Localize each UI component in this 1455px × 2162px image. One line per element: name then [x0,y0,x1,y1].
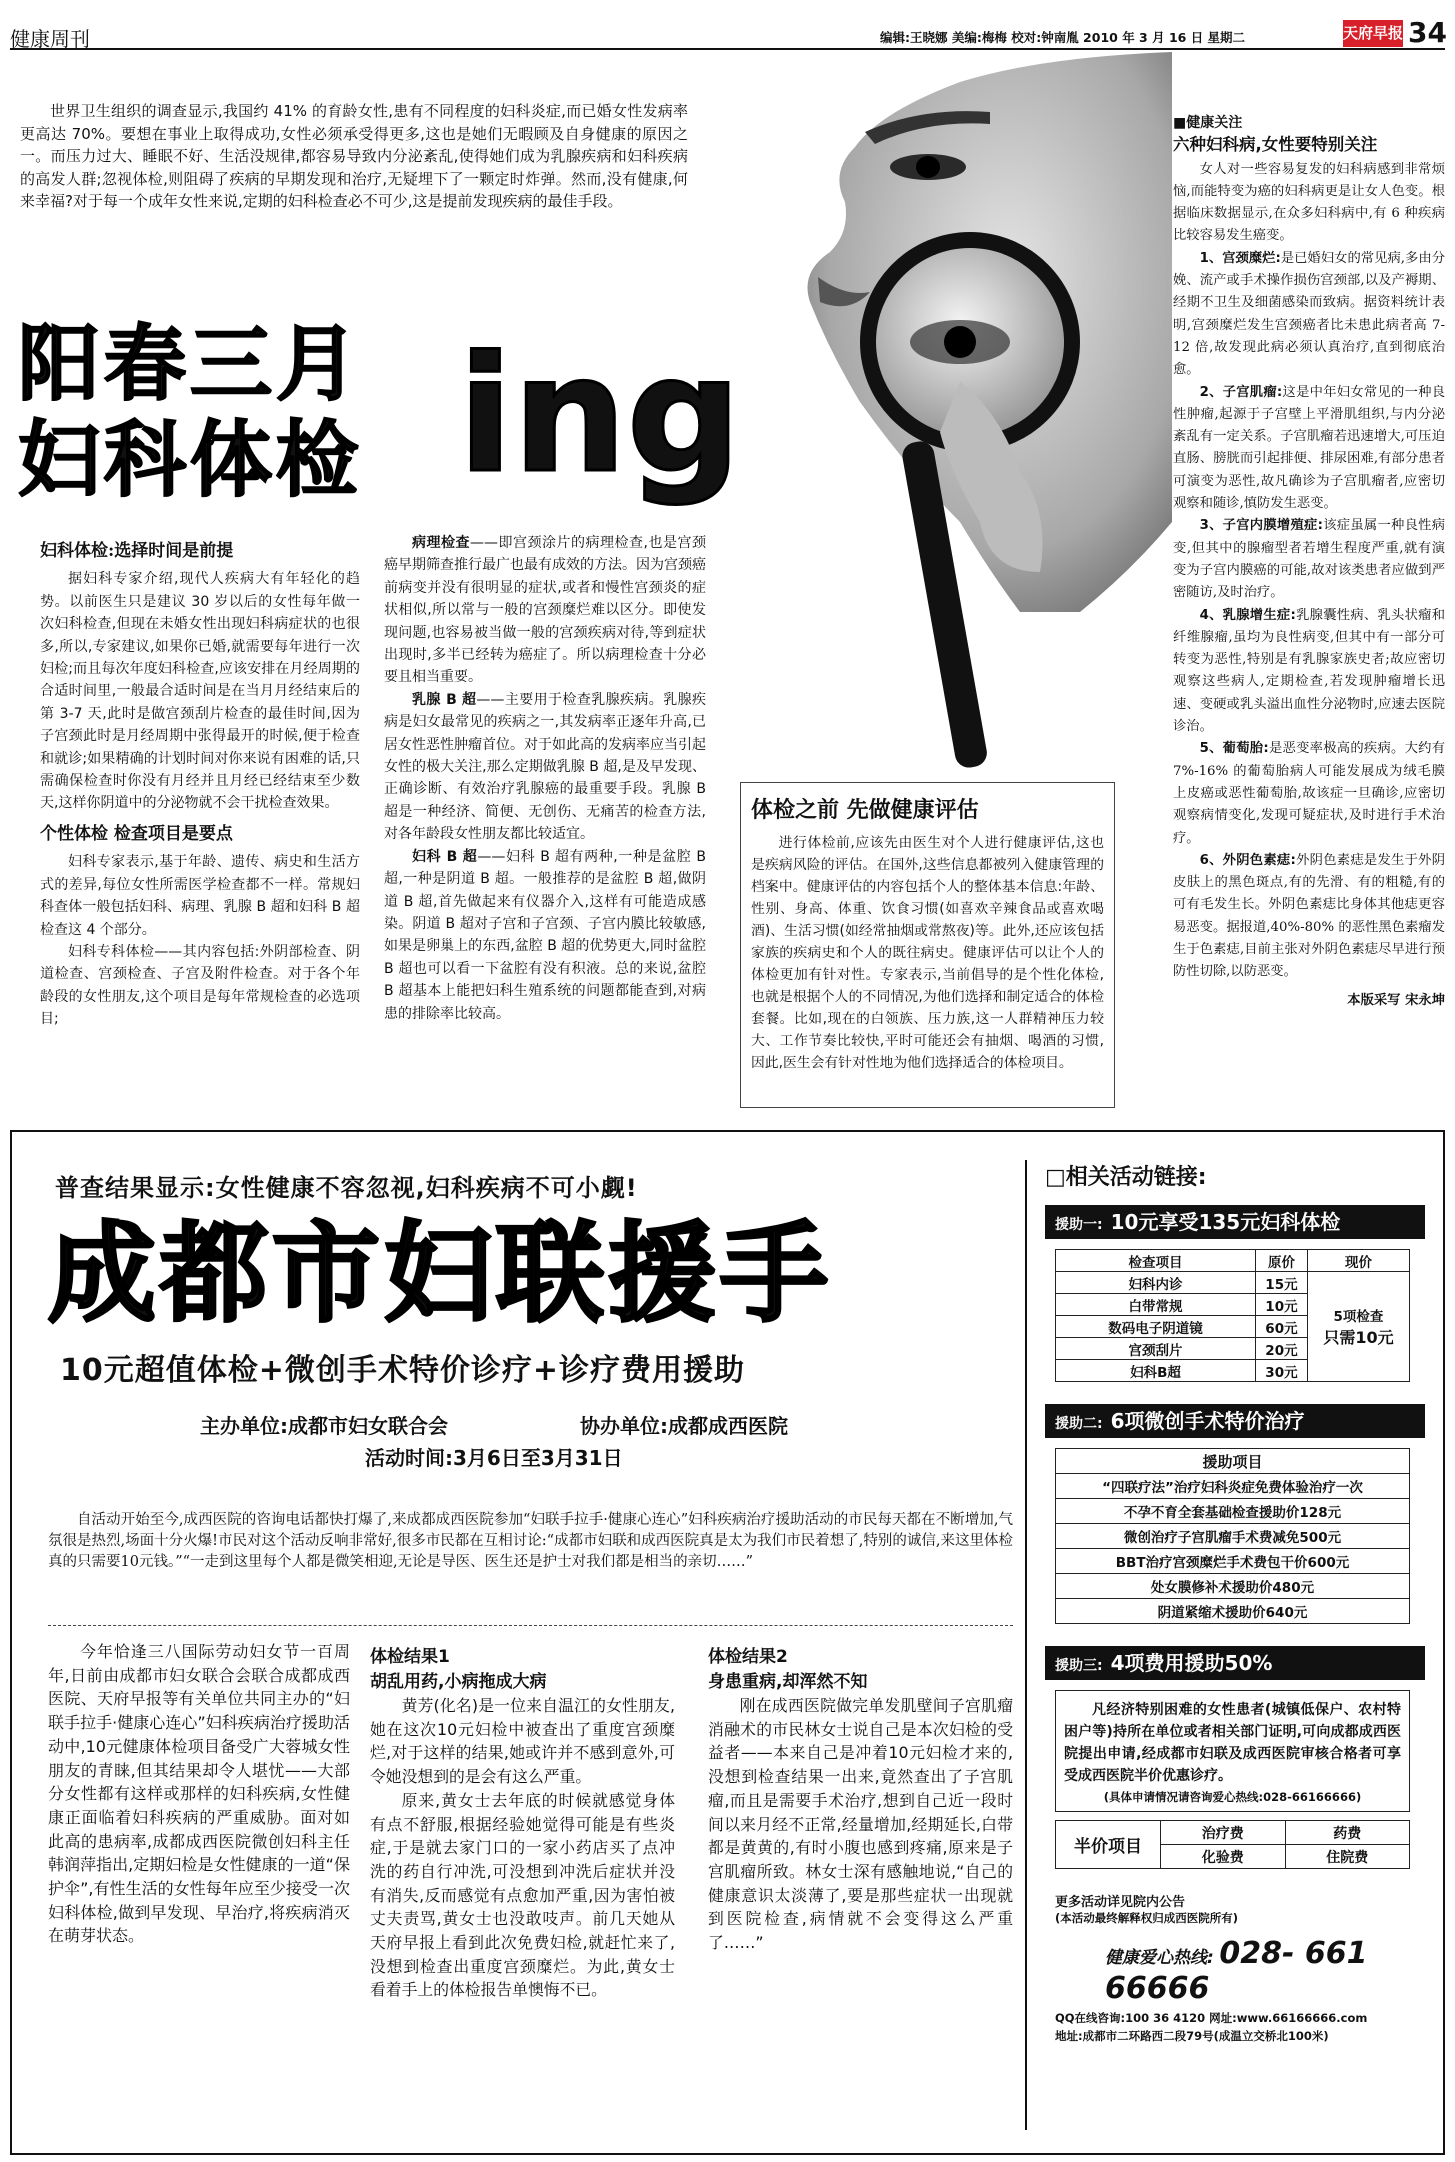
aid1-row: 白带常规 [1056,1294,1256,1316]
breast-bus-paragraph [384,689,706,846]
result1-tag: 体检结果1 [370,1647,450,1667]
ad-period: 活动时间:3月6日至3月31日 [365,1446,623,1470]
aid1-title: 10元享受135元妇科体检 [1110,1210,1341,1234]
links-panel [1045,1160,1425,2044]
sidebar-author: 本版采写 宋永坤 [1347,992,1445,1008]
ad-dashed-rule [48,1625,1013,1626]
main-headline [18,317,742,510]
aid1-price: 15元 [1256,1272,1308,1294]
disease-item-text: 外阴色素痣是发生于外阴皮肤上的黑色斑点,有的先滑、有的粗糙,有的可有毛发生长。外阴色素痣比身体其他痣更容易恶变。据报道,40%-80% 的恶性黑色素瘤发生于色素痣,目前主张对外阴色素痣尽早进行预防性切除,以防恶变。 [1173,852,1445,980]
aid2-row: BBT治疗宫颈糜烂手术费包干价600元 [1056,1549,1410,1574]
timing-paragraph: 据妇科专家介绍,现代人疾病大有年轻化的趋势。以前医生只是建议 30 岁以后的女性每年做一次妇科检查,但现在未婚女性出现妇科病症状的也很多,所以,专家建议,如果你已婚,就需要每年进行一次妇检;而且每次年度妇科检查,应该安排在月经周期的合适时间里,一般最合适时间是在当月月经结束后的第 3-7 天,此时是做宫颈刮片检查的最佳时间,因为子宫颈此时是月经周期中张得最开的时候,便于检查和就诊;如果精确的计划时间对你来说有困难的话,只需确保检查时你没有月经并且月经已经结束至少数天,这样你阴道中的分泌物就不会干扰检查效果。 [40,571,360,812]
sidebar-title: 六种妇科病,女性要特别关注 [1173,135,1378,155]
ad-col-a: 今年恰逢三八国际劳动妇女节一百周年,日前由成都市妇女联合会联合成都成西医院、天府早报等有关单位共同主办的“妇联手拉手·健康心连心”妇科疾病治疗援助活动中,10元健康体检项目备受广大蓉城女性朋友的青睐,但其结果却令人堪忧——大部分女性都有这样或那样的妇科疾病,女性健康正面临着妇科疾病的严重威胁。面对如此高的患病率,成都成西医院微创妇科主任韩润萍指出,定期妇检是女性健康的一道“保护伞”,有性生活的女性每年应至少接受一次妇科体检,做到早发现、早治疗,将疾病消灭在萌芽状态。 [48,1642,350,1946]
disease-item [1173,515,1445,604]
aid3-note: (具体申请情况请咨询爱心热线:028-66166666) [1103,1790,1362,1804]
section-heading-timing: 妇科体检:选择时间是前提 [40,541,234,561]
assessment-title: 体检之前 先做健康评估 [751,797,979,823]
sidebar-tag: ■健康关注 [1173,115,1243,131]
header-credits: 编辑:王晓娜 美编:梅梅 校对:钟南胤 2010 年 3 月 16 日 星期二 [880,30,1246,45]
aid2-row: 微创治疗子宫肌瘤手术费减免500元 [1056,1524,1410,1549]
aid1-row: 宫颈刮片 [1056,1338,1256,1360]
half-item: 治疗费 [1161,1821,1286,1845]
health-assessment-box [740,782,1115,1108]
specialist-paragraph: 妇科专科体检——其内容包括:外阴部检查、阴道检查、宫颈检查、子宫及附件检查。对于各个年龄段的女性朋友,这个项目是每年常规检查的必选项目; [40,943,360,1028]
aid2-head: 援助项目 [1056,1449,1410,1474]
aid3-text: 凡经济特别困难的女性患者(城镇低保户、农村特困户等)持所在单位或者相关部门证明,可向成都成西医院提出申请,经成都市妇联及成西医院审核合格者可享受成西医院半价优惠诊疗。 [1064,1702,1401,1784]
gyn-bus-text: ——妇科 B 超有两种,一种是盆腔 B 超,一种是阴道 B 超。一般推荐的是盆腔 B 超,做阴道 B 超,首先做起来有仪器介入,这样有可能造成感染。阴道 B 超对子宫和子宫颈、子宫内膜比较敏感,如果是卵巢上的东西,盆腔 B 超的优势更大,同时盆腔 B 超也可以看一下盆腔有没有积液。总的来说,盆腔 B 超基本上能把妇科生殖系统的问题都能查到,对病患的排除率比较高。 [384,848,707,1022]
article-col-1 [40,540,360,1031]
aid2-row: 不孕不育全套基础检查援助价128元 [1056,1499,1410,1524]
aid1-bar [1045,1205,1425,1239]
result1-block [370,1642,675,2002]
disease-item [1173,382,1445,516]
links-title: □相关活动链接: [1045,1165,1207,1190]
pathology-key: 病理检查 [412,535,471,551]
aid1-price: 60元 [1256,1316,1308,1338]
breast-bus-text: ——主要用于检查乳腺疾病。乳腺疾病是妇女最常见的疾病之一,其发病率正逐年升高,已居女性恶性肿瘤首位。对于如此高的发病率应当引起女性的极大关注,那么定期做乳腺 B 超,是及早发现、正确诊断、有效治疗乳腺癌的最重要手段。乳腺 B 超是一种经济、简便、无创伤、无痛苦的检查方法,对各年龄段女性朋友都比较适宜。 [384,691,707,843]
article-col-2 [384,532,706,1025]
aid1-head-orig: 原价 [1256,1250,1308,1272]
disease-item-text: 是恶变率极高的疾病。大约有 7%-16% 的葡萄胎病人可能发展成为绒毛膜上皮癌或恶性葡萄胎,故该症一旦确诊,应密切观察病情变化,发现可疑症状,及时进行手术治疗。 [1173,741,1445,846]
ad-divider [1025,1160,1027,2130]
half-item: 化验费 [1161,1845,1286,1869]
disease-sidebar [1173,112,1445,1012]
sidebar-intro: 女人对一些容易复发的妇科病感到非常烦恼,而能特变为癌的妇科病更是让女人色变。根据临床数据显示,在众多妇科病中,有 6 种疾病比较容易发生癌变。 [1173,161,1445,244]
hotline-number[interactable]: 028- 661 66666 [1105,1936,1368,2006]
ad-intro: 自活动开始至今,成西医院的咨询电话都快打爆了,来成都成西医院参加“妇联手拉手·健康心连心”妇科疾病治疗援助活动的市民每天都在不断增加,气氛很是热烈,场面十分火爆!市民对这个活动反响非常好,很多市民都在互相讨论:“成都市妇联和成西医院真是太为我们市民着想了,特别的诚信,来这里体检真的只需要10元钱。”“一走到这里每个人都是微笑相迎,无论是导医、医生还是护士对我们都是相当的亲切……” [48,1512,1013,1570]
rights-note: (本活动最终解释权归成西医院所有) [1055,1911,1239,1925]
aid1-head-now: 现价 [1307,1250,1409,1272]
aid2-title: 6项微创手术特价治疗 [1110,1409,1305,1433]
hotline-label: 健康爱心热线: [1105,1948,1214,1968]
aid2-table [1055,1448,1410,1624]
result2-p1: 刚在成西医院做完单发肌壁间子宫肌瘤消融术的市民林女士说自己是本次妇检的受益者——本来自己是冲着10元妇检才来的,没想到检查结果一出来,竟然查出了子宫肌瘤,而且是需要手术治疗,想到自己近一段时间以来月经不正常,经量增加,经期延长,白带都是黄黄的,有时小腹也感到疼痛,原来是子宫肌瘤所致。林女士深有感触地说,“自己的健康意识太淡薄了,要是那些症状一出现就到医院检查,病情就不会变得这么严重了……” [708,1696,1013,1953]
disease-item-text: 这是中年妇女常见的一种良性肿瘤,起源于子宫壁上平滑肌组织,与内分泌紊乱有一定关系。子宫肌瘤若迅速增大,可压迫直肠、膀胱而引起排便、排尿困难,有部分患者可演变为恶性,故凡确诊为子宫肌瘤者,应密切观察和随诊,慎防发生恶变。 [1173,384,1445,512]
disease-item-title: 5、葡萄胎: [1199,741,1269,757]
disease-item-title: 1、宫颈糜烂: [1199,250,1281,266]
ad-host: 主办单位:成都市妇女联合会 [200,1414,448,1438]
headline-line2: 妇科体检 [18,413,363,508]
result1-title: 胡乱用药,小病拖成大病 [370,1672,547,1692]
pathology-paragraph [384,532,706,689]
disease-item [1173,605,1445,739]
ad-subtitle: 10元超值体检+微创手术特价诊疗+诊疗费用援助 [60,1353,746,1388]
hotline-row [1105,1936,1425,2006]
disease-item-title: 4、乳腺增生症: [1199,607,1296,623]
aid1-head-item: 检查项目 [1056,1250,1256,1272]
intro-text: 世界卫生组织的调查显示,我国约 41% 的育龄女性,患有不同程度的妇科炎症,而已婚女性发病率更高达 70%。要想在事业上取得成功,女性必须承受得更多,这也是她们无暇顾及自身健康的原因之一。而压力过大、睡眠不好、生活没规律,都容易导致内分泌紊乱,使得她们成为乳腺疾病和妇科疾病的高发人群;忽视体检,则阻碍了疾病的早期发现和治疗,无疑埋下了一颗定时炸弹。然而,没有健康,何来幸福?对于每一个成年女性来说,定期的妇科检查必不可少,这是提前发现疾病的最佳手段。 [20,102,688,211]
aid1-table [1055,1249,1410,1382]
aid1-offer [1307,1272,1409,1382]
aid1-offer-line2: 只需10元 [1323,1328,1394,1347]
disease-item [1173,738,1445,849]
disease-item-text: 乳腺囊性病、乳头状瘤和纤维腺瘤,虽均为良性病变,但其中有一部分可转变为恶性,特别是有乳腺家族史者;故应密切观察这些病人,定期检查,若发现肿瘤增长迅速、变硬或乳头溢出血性分泌物时,应速去医院诊治。 [1173,607,1445,735]
aid3-title: 4项费用援助50% [1110,1651,1273,1675]
ad-banner: 普查结果显示:女性健康不容忽视,妇科疾病不可小觑! [55,1174,638,1202]
items-paragraph: 妇科专家表示,基于年龄、遗传、病史和生活方式的差异,每位女性所需医学检查都不一样。常规妇科查体一般包括妇科、病理、乳腺 B 超和妇科 B 超检查这 4 个部分。 [40,854,360,938]
result1-p2: 原来,黄女士去年底的时候就感觉身体有点不舒服,根据经验她觉得可能是有些炎症,于是就去家门口的一家小药店买了点冲洗的药自行冲洗,可没想到冲洗后症状并没有消失,反而感觉有点愈加严重,因为害怕被丈夫责骂,黄女士也没敢吱声。前几天她从天府早报上看到此次免费妇检,就赶忙来了,没想到检查出重度宫颈糜烂。为此,黄女士看着手上的体检报告单懊悔不已。 [370,1790,675,2000]
headline-line1: 阳春三月 [18,317,363,412]
aid1-price: 30元 [1256,1360,1308,1382]
half-item: 住院费 [1285,1845,1410,1869]
aid1-tag: 援助一: [1055,1217,1103,1233]
aid1-row: 妇科B超 [1056,1360,1256,1382]
aid3-box [1055,1690,1410,1812]
aid2-bar [1045,1404,1425,1438]
aid1-offer-line1: 5项检查 [1333,1309,1384,1325]
result2-block [708,1642,1013,1955]
newspaper-logo: 天府早报 [1343,20,1403,47]
breast-bus-key: 乳腺 B 超 [412,691,477,708]
disease-item-text: 该症虽属一种良性病变,但其中的腺瘤型者若增生程度严重,就有演变为子宫内膜癌的可能,故对该类患者应做到严密随访,及时治疗。 [1173,518,1445,601]
disease-item-title: 6、外阴色素痣: [1199,852,1296,868]
aid2-row: 阴道紧缩术援助价640元 [1056,1599,1410,1624]
disease-item-title: 3、子宫内膜增殖症: [1199,518,1323,534]
aid3-table [1055,1820,1410,1869]
section-heading-items: 个性体检 检查项目是要点 [40,823,233,844]
aid1-row: 数码电子阴道镜 [1056,1316,1256,1338]
disease-list [1173,248,1445,984]
headline-ing: ing [458,321,742,508]
section-name: 健康周刊 [10,27,90,51]
aid1-row: 妇科内诊 [1056,1272,1256,1294]
aid1-price: 20元 [1256,1338,1308,1360]
result2-title: 身患重病,却浑然不知 [708,1672,868,1692]
hospital-address: 地址:成都市二环路西二段79号(成温立交桥北100米) [1055,2029,1329,2043]
aid1-price: 10元 [1256,1294,1308,1316]
aid2-row: 处女膜修补术援助价480元 [1056,1574,1410,1599]
page-header [10,16,1447,51]
gyn-bus-key: 妇科 B 超 [412,848,478,865]
ad-cohost: 协办单位:成都成西医院 [580,1414,788,1438]
aid3-bar [1045,1646,1425,1680]
more-info: 更多活动详见院内公告 [1055,1895,1186,1910]
page-number: 34 [1408,16,1447,49]
result1-p1: 黄芳(化名)是一位来自温江的女性朋友,她在这次10元妇检中被查出了重度宫颈糜烂,对于这样的结果,她或许并不感到意外,可令她没想到的是会有这么严重。 [370,1696,675,1787]
disease-item [1173,850,1445,984]
assessment-text: 进行体检前,应该先由医生对个人进行健康评估,这也是疾病风险的评估。在国外,这些信息都被列入健康管理的档案中。健康评估的内容包括个人的整体基本信息:年龄、性别、身高、体重、饮食习惯(如喜欢辛辣食品或喜欢喝酒)、生活习惯(如经常抽烟或常熬夜)等。此外,还应该包括家族的疾病史和个人的既往病史。健康评估可以让个人的体检更加有针对性。专家表示,当前倡导的是个性化体检,也就是根据个人的不同情况,为他们选择和制定适合的体检套餐。比如,现在的白领族、压力族,这一人群精神压力较大、工作节奏比较快,平时可能还会有抽烟、喝酒的习惯,因此,医生会有针对性地为他们选择适合的体检项目。 [751,835,1104,1071]
intro-paragraph [20,100,688,213]
result2-tag: 体检结果2 [708,1647,788,1667]
aid2-row: “四联疗法”治疗妇科炎症免费体验治疗一次 [1056,1474,1410,1499]
aid3-tag: 援助三: [1055,1658,1103,1674]
half-price-label: 半价项目 [1056,1821,1161,1869]
pathology-text: ——即宫颈涂片的病理检查,也是宫颈癌早期筛查推行最广也最有成效的方法。因为宫颈癌前病变并没有很明显的症状,或者和慢性宫颈炎的症状相似,所以常与一般的宫颈糜烂难以区分。即使发现问题,也容易被当做一般的宫颈疾病对待,等到症状出现时,多半已经转为癌症了。所以病理检查十分必要且相当重要。 [384,535,707,686]
half-item: 药费 [1285,1821,1410,1845]
ad-title: 成都市妇联援手 [48,1212,833,1337]
disease-item-text: 是已婚妇女的常见病,多由分娩、流产或手术操作损伤宫颈部,以及产褥期、经期不卫生及细菌感染而致病。据资料统计表明,宫颈糜烂发生宫颈癌者比未患此病者高 7-12 倍,故发现此病必须认真治疗,直到彻底治愈。 [1173,250,1445,378]
qq-and-website: QQ在线咨询:100 36 4120 网址:www.66166666.com [1055,2011,1368,2025]
disease-item-title: 2、子宫肌瘤: [1199,384,1283,400]
gyn-bus-paragraph [384,846,706,1025]
disease-item [1173,248,1445,382]
aid2-tag: 援助二: [1055,1416,1103,1432]
